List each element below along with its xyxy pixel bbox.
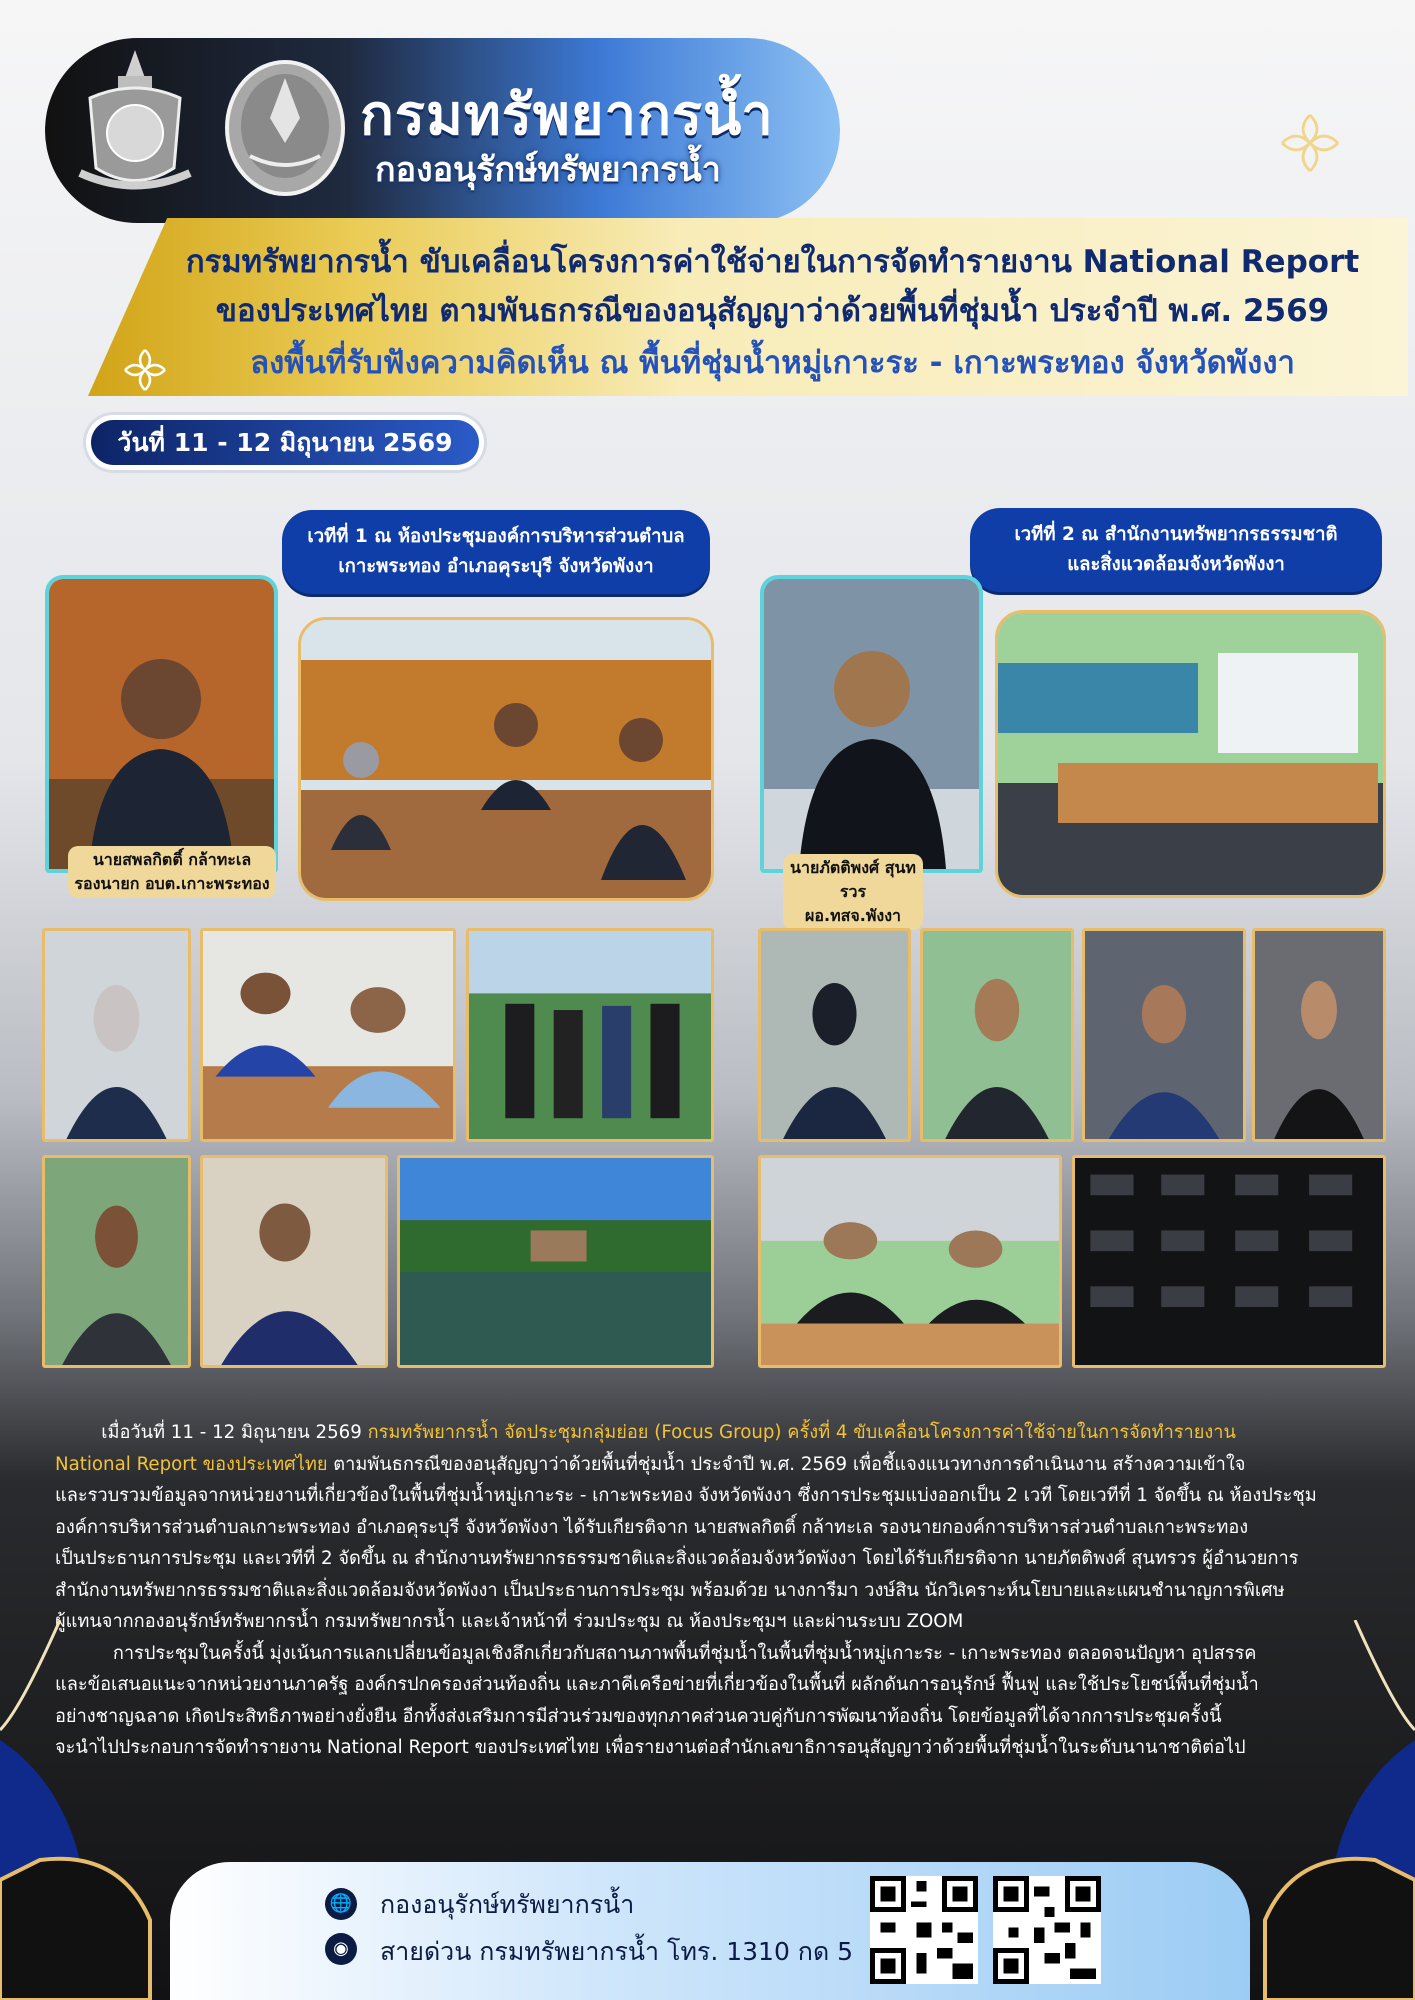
- date-label: วันที่ 11 - 12 มิถุนายน 2569: [91, 420, 479, 465]
- meeting-photo-session-2: [995, 610, 1386, 898]
- portrait-photo-vice-mayor: [45, 575, 278, 873]
- portrait-photo-director: [760, 575, 983, 873]
- photo-participant: [200, 1155, 388, 1368]
- headline-line-2: ของประเทศไทย ตามพันธกรณีของอนุสัญญาว่าด้วยพื้นที่ชุ่มน้ำ ประจำปี พ.ศ. 2569: [215, 293, 1330, 329]
- body-line: สำนักงานทรัพยากรธรรมชาติและสิ่งแวดล้อมจังหวัดพังงา เป็นประธานการประชุม พร้อมด้วย นางการีมา วงษ์สิน นักวิเคราะห์นโยบายและแผนชำนาญการพิเศษ: [55, 1579, 1285, 1601]
- flower-ornament-icon: [1275, 108, 1345, 178]
- qr-code-icon[interactable]: [993, 1876, 1101, 1984]
- photo-participant: [42, 1155, 191, 1368]
- footer-org-name: กองอนุรักษ์ทรัพยากรน้ำ: [380, 1890, 635, 1919]
- body-line: และรวบรวมข้อมูลจากหน่วยงานที่เกี่ยวข้องในพื้นที่ชุ่มน้ำหมู่เกาะระ - เกาะพระทอง จังหวัดพังงา ซึ่งการประชุมแบ่งออกเป็น 2 เวที โดยเวทีที่ 1 จัดขึ้น ณ ห้องประชุม: [55, 1485, 1317, 1506]
- photo-participant: [200, 928, 456, 1142]
- caption-vice-mayor-title: รองนายก อบต.เกาะพระทอง: [74, 874, 270, 893]
- globe-icon: 🌐: [325, 1888, 357, 1920]
- body-paragraph-1-line-1: [55, 1417, 1375, 1449]
- session-1-line-2: เกาะพระทอง อำเภอคุระบุรี จังหวัดพังงา: [338, 556, 654, 577]
- session-2-line-2: และสิ่งแวดล้อมจังหวัดพังงา: [1067, 554, 1285, 575]
- body-text-span: เมื่อวันที่ 11 - 12 มิถุนายน 2569: [101, 1422, 368, 1443]
- caption-vice-mayor-name: นายสพลกิตติ์ กล้าทะเล: [92, 850, 252, 869]
- body-highlight-span: National Report ของประเทศไทย: [55, 1453, 328, 1475]
- caption-vice-mayor: [68, 846, 276, 898]
- photo-participant: [920, 928, 1074, 1142]
- body-line: อย่างชาญฉลาด เกิดประสิทธิภาพอย่างยั่งยืน อีกทั้งส่งเสริมการมีส่วนร่วมของทุกภาคส่วนควบคู่กับการพัฒนาท้องถิ่น โดยข้อมูลที่ได้จากการประชุมครั้งนี้: [55, 1705, 1222, 1727]
- royal-seal-logo: [70, 48, 200, 198]
- caption-director-name: นายภัตติพงศ์ สุนทรวร: [790, 858, 916, 901]
- department-seal-logo: [220, 48, 350, 198]
- session-1-label: [282, 510, 710, 594]
- body-highlight-span: กรมทรัพยากรน้ำ จัดประชุมกลุ่มย่อย (Focus Group) ครั้งที่ 4 ขับเคลื่อนโครงการค่าใช้จ่ายในการจัดทำรายงาน: [367, 1422, 1236, 1443]
- session-2-line-1: เวทีที่ 2 ณ สำนักงานทรัพยากรธรรมชาติ: [1014, 524, 1338, 545]
- qr-code-icon[interactable]: [870, 1876, 978, 1984]
- location-pin-icon: ◉: [325, 1933, 357, 1965]
- photo-group: [466, 928, 714, 1142]
- body-line: และข้อเสนอแนะจากหน่วยงานภาครัฐ องค์กรปกครองส่วนท้องถิ่น และภาคีเครือข่ายที่เกี่ยวข้องในพื้นที่ ผลักดันการอนุรักษ์ ฟื้นฟู และใช้ประโยชน์พื้นที่ชุ่มน้ำ: [55, 1674, 1259, 1695]
- body-text-span: การประชุมในครั้งนี้ มุ่งเน้นการแลกเปลี่ยนข้อมูลเชิงลึกเกี่ยวกับสถานภาพพื้นที่ชุ่มน้ำในพื้นที่ชุ่มน้ำหมู่เกาะระ - เกาะพระทอง ตลอดจนปัญหา อุปสรรค: [112, 1642, 1257, 1664]
- photo-participant: [1252, 928, 1386, 1142]
- flower-ornament-icon: [120, 345, 170, 395]
- division-title: กองอนุรักษ์ทรัพยากรน้ำ: [375, 150, 721, 190]
- photo-zoom-meeting: [1072, 1155, 1386, 1368]
- date-badge: [86, 415, 484, 470]
- meeting-photo-session-1: [298, 617, 714, 901]
- photo-wetland-landscape: [397, 1155, 714, 1368]
- body-line: จะนำไปประกอบการจัดทำรายงาน National Report ของประเทศไทย เพื่อรายงานต่อสำนักเลขาธิการอนุสัญญาว่าด้วยพื้นที่ชุ่มน้ำในระดับนานาชาติต่อไป: [55, 1737, 1246, 1758]
- footer-hotline: สายด่วน กรมทรัพยากรน้ำ โทร. 1310 กด 5: [380, 1937, 854, 1966]
- caption-director-title: ผอ.ทสจ.พังงา: [805, 906, 901, 925]
- body-line: องค์การบริหารส่วนตำบลเกาะพระทอง อำเภอคุระบุรี จังหวัดพังงา ได้รับเกียรติจาก นายสพลกิตติ์ กล้าทะเล รองนายกองค์การบริหารส่วนตำบลเกาะพระทอง: [55, 1516, 1249, 1538]
- body-line: ผู้แทนจากกองอนุรักษ์ทรัพยากรน้ำ กรมทรัพยากรน้ำ และเจ้าหน้าที่ ร่วมประชุม ณ ห้องประชุมฯ และผ่านระบบ ZOOM: [55, 1611, 964, 1632]
- session-2-label: [970, 508, 1382, 592]
- caption-director: [783, 854, 923, 930]
- headline-line-1: กรมทรัพยากรน้ำ ขับเคลื่อนโครงการค่าใช้จ่ายในการจัดทำรายงาน National Report: [185, 244, 1360, 280]
- photo-participant: [42, 928, 191, 1142]
- photo-participant: [1082, 928, 1246, 1142]
- photo-participants-table: [758, 1155, 1062, 1368]
- session-1-line-1: เวทีที่ 1 ณ ห้องประชุมองค์การบริหารส่วนตำบล: [307, 526, 685, 547]
- headline-line-3: ลงพื้นที่รับฟังความคิดเห็น ณ พื้นที่ชุ่มน้ำหมู่เกาะระ - เกาะพระทอง จังหวัดพังงา: [250, 345, 1295, 381]
- org-title: กรมทรัพยากรน้ำ: [360, 83, 774, 148]
- body-text-span: ตามพันธกรณีของอนุสัญญาว่าด้วยพื้นที่ชุ่มน้ำ ประจำปี พ.ศ. 2569 เพื่อชี้แจงแนวทางการดำเนินงาน สร้างความเข้าใจ: [327, 1453, 1246, 1475]
- photo-participant: [758, 928, 911, 1142]
- body-paragraph-1-line-2: [55, 1449, 1375, 1481]
- body-line: เป็นประธานการประชุม และเวทีที่ 2 จัดขึ้น ณ สำนักงานทรัพยากรธรรมชาติและสิ่งแวดล้อมจังหวัดพังงา โดยได้รับเกียรติจาก นายภัตติพงศ์ สุนทรวร ผู้อำนวยการ: [55, 1548, 1299, 1569]
